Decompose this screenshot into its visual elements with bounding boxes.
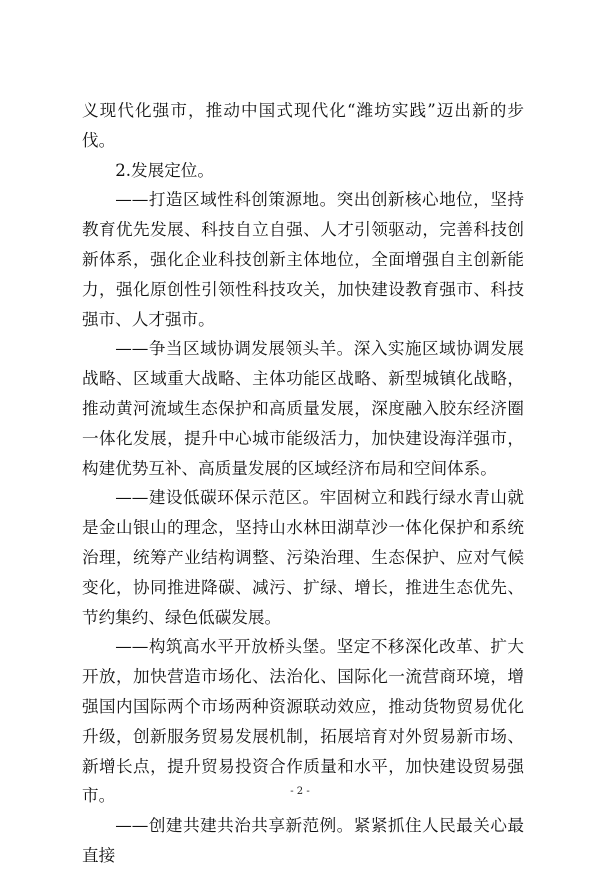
section-heading: 2.发展定位。 bbox=[115, 160, 214, 180]
paragraph-innovation: ——打造区域性科创策源地。突出创新核心地位，坚持教育优先发展、科技自立自强、人才引领驱动，完善科技创新体系，强化企业科技创新主体地位，全面增强自主创新能力，强化原创性引领性科技攻关，加快建设教育强市、科技强市、人才强市。 bbox=[82, 190, 524, 329]
paragraph-low-carbon: ——建设低碳环保示范区。牢固树立和践行绿水青山就是金山银山的理念，坚持山水林田湖草沙一体化保护和系统治理，统筹产业结构调整、污染治理、生态保护、应对气候变化，协同推进降碳、减污、扩绿、增长，推进生态优先、节约集约、绿色低碳发展。 bbox=[82, 488, 524, 627]
paragraph-regional-coordination: ——争当区域协调发展领头羊。深入实施区域协调发展战略、区域重大战略、主体功能区战略、新型城镇化战略，推动黄河流域生态保护和高质量发展，深度融入胶东经济圈一体化发展，提升中心城市能级活力，加快建设海洋强市，构建优势互补、高质量发展的区域经济布局和空间体系。 bbox=[82, 339, 524, 478]
document-body bbox=[82, 96, 524, 871]
continuation-text: 义现代化强市，推动中国式现代化“潍坊实践”迈出新的步伐。 bbox=[82, 101, 524, 150]
paragraph-co-governance: ——创建共建共治共享新范例。紧紧抓住人民最关心最直接 bbox=[82, 816, 524, 865]
page-number: - 2 - bbox=[290, 786, 310, 797]
paragraph-opening-up: ——构筑高水平开放桥头堡。坚定不移深化改革、扩大开放，加快营造市场化、法治化、国际化一流营商环境，增强国内国际两个市场两种资源联动效应，推动货物贸易优化升级，创新服务贸易发展机制，拓展培育对外贸易新市场、新增长点，提升贸易投资合作质量和水平，加快建设贸易强市。 bbox=[82, 637, 524, 806]
